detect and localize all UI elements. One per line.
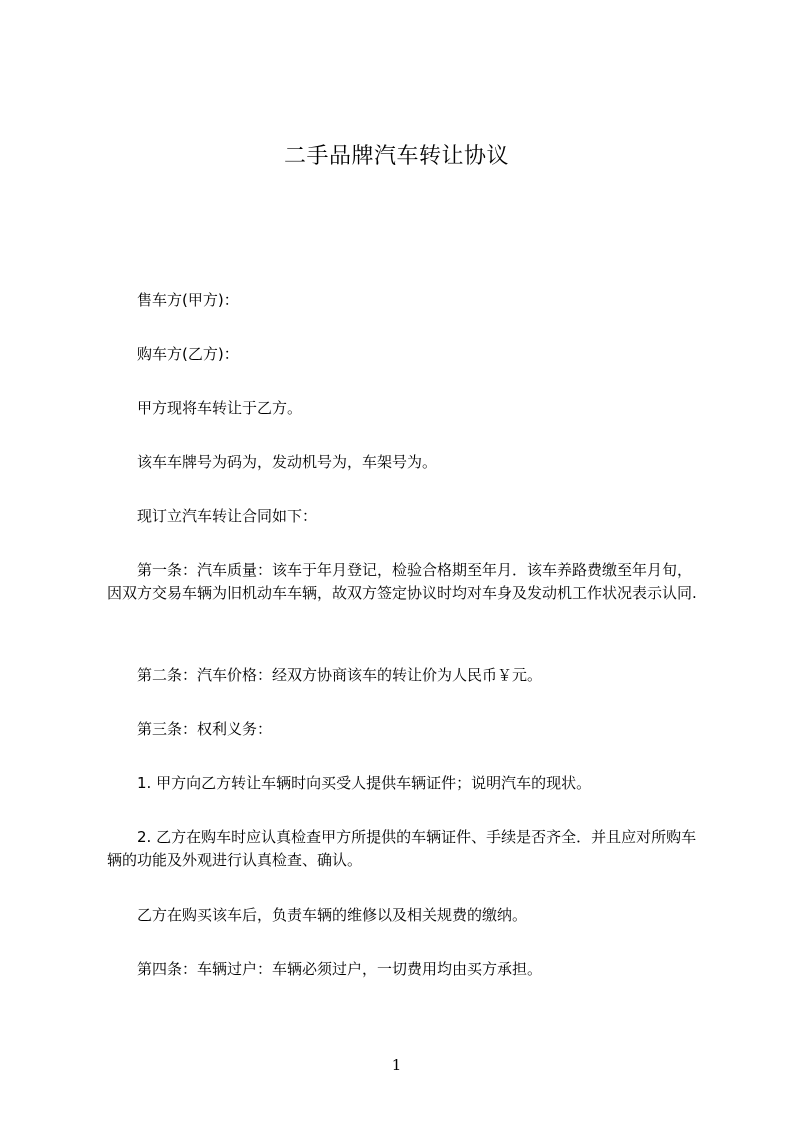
article-2: 第二条：汽车价格：经双方协商该车的转让价为人民币￥元。 [137, 666, 543, 684]
transfer-statement: 甲方现将车转让于乙方。 [137, 399, 303, 417]
vehicle-info: 该车车牌号为码为，发动机号为，车架号为。 [137, 453, 438, 471]
seller-line: 售车方(甲方)： [137, 291, 239, 309]
article-3-item-1: 1. 甲方向乙方转让车辆时向买受人提供车辆证件；说明汽车的现状。 [137, 774, 592, 792]
article-3-item-2: 2. 乙方在购车时应认真检查甲方所提供的车辆证件、手续是否齐全．并且应对所购车辆的功能及外观进行认真检查、确认。 [107, 828, 697, 869]
article-3-item-3: 乙方在购买该车后，负责车辆的维修以及相关规费的缴纳。 [137, 906, 528, 924]
document-title: 二手品牌汽车转让协议 [283, 144, 509, 169]
article-1: 第一条：汽车质量：该车于年月登记，检验合格期至年月．该车养路费缴至年月旬，因双方交易车辆为旧机动车车辆，故双方签定协议时均对车身及发动机工作状况表示认同. [107, 561, 697, 602]
contract-intro: 现订立汽车转让合同如下： [137, 507, 318, 525]
article-3-heading: 第三条：权利义务： [137, 720, 273, 738]
page-number: 1 [391, 1056, 402, 1074]
article-4: 第四条：车辆过户：车辆必须过户，一切费用均由买方承担。 [137, 960, 543, 978]
buyer-line: 购车方(乙方)： [137, 345, 239, 363]
